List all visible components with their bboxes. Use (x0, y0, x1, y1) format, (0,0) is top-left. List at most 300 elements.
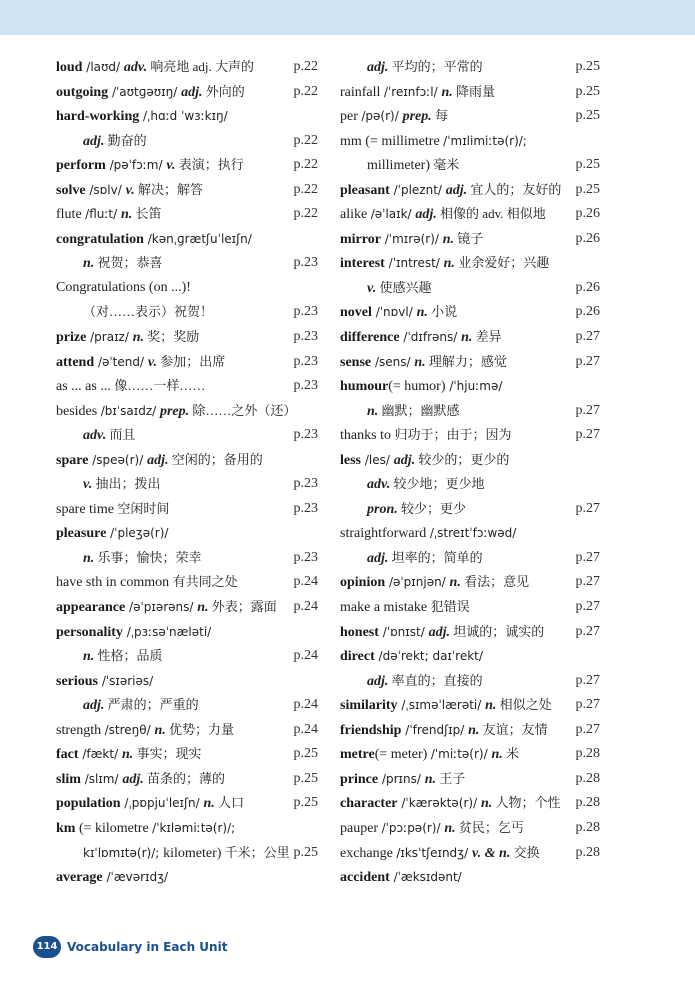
entry-text (340, 276, 431, 302)
chinese-meaning: 业余爱好；兴趣 (454, 255, 550, 271)
phonetic: /ˈsɪəriəs/ (98, 673, 154, 688)
entry-text (340, 399, 460, 425)
headword: prize (56, 330, 87, 346)
vocab-entry-row (340, 325, 600, 350)
header-band (0, 0, 695, 35)
vocab-entry-row (56, 497, 318, 522)
plain-text: millimeter) (367, 158, 430, 174)
page-reference: p.23 (293, 329, 318, 345)
headword: fact (56, 747, 79, 763)
entry-text (340, 742, 519, 768)
entry-text (340, 546, 483, 572)
phonetic: /ˌpɒpjuˈleɪʃn/ (120, 796, 204, 811)
part-of-speech: n. (424, 771, 436, 787)
entry-text (340, 570, 529, 596)
entry-text (340, 153, 459, 179)
phonetic: /ˈpleʒə(r)/ (106, 526, 169, 541)
vocab-entry-row (56, 669, 318, 694)
chinese-meaning: 性格；品质 (94, 648, 163, 664)
part-of-speech: pron. (367, 501, 398, 517)
entry-text (56, 251, 163, 277)
entry-text (56, 791, 244, 817)
vocab-entry-row (340, 767, 600, 792)
part-of-speech: n. (468, 722, 480, 738)
headword: less (340, 452, 361, 468)
entry-text (56, 448, 263, 474)
vocab-entry-row (56, 202, 318, 227)
entry-text (56, 227, 252, 253)
chinese-meaning: 米 (502, 746, 520, 762)
entry-text (56, 104, 228, 130)
vocab-entry-row (56, 448, 318, 473)
chinese-meaning: 事实；现实 (133, 746, 202, 762)
phonetic: /ˈæksɪdənt/ (389, 870, 462, 885)
vocab-entry-row (56, 374, 318, 399)
part-of-speech: v. (147, 354, 158, 370)
part-of-speech: adj. (83, 698, 105, 714)
vocab-entry-row (340, 227, 600, 252)
headword: loud (56, 60, 83, 75)
chinese-meaning: 参加；出席 (157, 353, 226, 369)
page-reference: p.22 (293, 59, 318, 74)
entry-text (340, 227, 483, 253)
vocab-entry-row (340, 300, 600, 325)
chinese-meaning: 看法；意见 (460, 574, 530, 590)
entry-text (340, 251, 549, 277)
page-reference: p.23 (293, 378, 318, 394)
page-reference: p.24 (293, 574, 318, 590)
entry-text (340, 55, 483, 81)
chinese-meaning: 坦诚的；诚实的 (449, 623, 545, 639)
vocab-entry-row (340, 693, 600, 718)
headword: population (56, 796, 121, 812)
vocab-entry-row (340, 423, 600, 448)
page-reference: p.23 (293, 476, 318, 492)
vocab-entry-row (340, 399, 600, 424)
part-of-speech: n. (83, 550, 95, 566)
page-reference: p.23 (293, 427, 318, 443)
vocab-entry-row (56, 399, 318, 424)
entry-text (56, 374, 205, 400)
chinese-meaning: 王子 (436, 770, 466, 786)
vocab-entry-row (340, 595, 600, 620)
phonetic: /dəˈrekt; daɪˈrekt/ (374, 649, 483, 664)
page-reference: p.27 (575, 427, 600, 443)
chinese-meaning: 长笛 (132, 206, 162, 222)
chinese-meaning: 空闲时间 (117, 500, 170, 516)
chinese-meaning: 率直的；直接的 (388, 672, 483, 688)
chinese-meaning: 较少的；更少的 (415, 451, 510, 467)
headword: pleasure (56, 526, 107, 542)
entry-text (56, 546, 202, 572)
page-reference: p.24 (293, 648, 318, 664)
chinese-meaning: 人物；个性 (492, 795, 561, 811)
part-of-speech: adj. (147, 452, 169, 468)
chinese-meaning: （对……表示）祝贺！ (83, 304, 214, 320)
chinese-meaning: 坦率的；简单的 (388, 549, 483, 565)
vocab-entry-row (56, 227, 318, 252)
vocab-entry-row (340, 472, 600, 497)
phonetic: /ˈnɒvl/ (371, 305, 417, 320)
vocab-entry-row (340, 104, 600, 129)
vocab-entry-row (56, 644, 318, 669)
part-of-speech: v. (83, 477, 93, 493)
entry-text (56, 521, 168, 547)
entry-text (56, 620, 211, 646)
page-reference: p.23 (293, 353, 318, 369)
vocab-entry-row (340, 497, 600, 522)
entry-text (340, 129, 527, 155)
entry-text (340, 423, 511, 449)
part-of-speech: n. (449, 575, 461, 591)
part-of-speech: adv. (123, 60, 148, 75)
vocab-entry-row (56, 693, 318, 718)
vocab-entry-row (56, 153, 318, 178)
page-reference: p.28 (575, 795, 600, 811)
vocab-entry-row (340, 546, 600, 571)
chinese-meaning: 差异 (472, 329, 502, 345)
page-reference: p.28 (575, 819, 600, 835)
vocab-entry-row (340, 55, 600, 80)
page-reference: p.27 (575, 697, 600, 713)
vocab-entry-row (56, 276, 318, 301)
part-of-speech: v. (166, 158, 176, 174)
chinese-meaning: 人口 (214, 795, 245, 811)
vocab-entry-row (56, 816, 318, 841)
phonetic: /sens/ (371, 354, 415, 369)
entry-text (56, 570, 238, 596)
chinese-meaning: 乐事；愉快；荣幸 (94, 549, 202, 565)
chinese-meaning: 苗条的；薄的 (143, 770, 225, 786)
vocab-entry-row (56, 129, 318, 154)
entry-text (56, 325, 199, 351)
entry-text (340, 472, 484, 498)
part-of-speech: adj. (367, 550, 389, 566)
phonetic: /sɒlv/ (85, 182, 126, 197)
phonetic: /ˈmɪlimiːtə(r)/; (443, 133, 527, 148)
chinese-meaning: 优势；力量 (165, 721, 235, 737)
headword: solve (56, 182, 86, 198)
entry-text (56, 816, 235, 842)
part-of-speech: n. (444, 820, 456, 836)
page-reference: p.25 (575, 108, 600, 124)
page-reference: p.25 (575, 59, 600, 74)
headword: mirror (340, 231, 381, 247)
part-of-speech: v. & n. (471, 845, 511, 861)
page-reference: p.27 (575, 549, 600, 565)
plain-text: (= meter) (374, 747, 431, 763)
headword: sense (340, 354, 372, 370)
vocab-entry-row (340, 841, 600, 866)
headword: outgoing (56, 84, 109, 100)
phonetic: /slɪm/ (80, 771, 123, 786)
page-reference: p.25 (293, 844, 318, 860)
headword: difference (340, 330, 400, 346)
phonetic: /les/ (361, 452, 394, 467)
part-of-speech: n. (461, 330, 473, 346)
entry-text (56, 153, 244, 179)
headword: perform (56, 158, 106, 174)
page-reference: p.23 (293, 255, 318, 271)
vocab-entry-row (340, 620, 600, 645)
phonetic: /ˈpleznt/ (389, 182, 446, 197)
chinese-meaning: 小说 (427, 304, 458, 320)
entry-text (340, 816, 524, 842)
entry-text (56, 865, 168, 891)
phonetic: /ˌstreɪtˈfɔːwəd/ (429, 526, 517, 541)
phonetic: /ˌhɑːd ˈwɜːkɪŋ/ (139, 109, 228, 124)
entry-text (56, 595, 277, 621)
chinese-meaning: 外向的 (202, 83, 245, 99)
headword: interest (340, 256, 385, 272)
vocab-entry-row (56, 472, 318, 497)
entry-text (340, 620, 544, 646)
phonetic: kɪˈlɒmɪtə(r)/; (83, 845, 164, 860)
part-of-speech: adj. (445, 182, 468, 198)
page-reference: p.26 (575, 279, 600, 295)
phonetic: /streŋθ/ (104, 722, 155, 737)
headword: metre (340, 747, 375, 763)
vocab-entry-row (340, 251, 600, 276)
plain-text: exchange (340, 845, 397, 861)
vocab-entry-row (340, 718, 600, 743)
page-reference: p.26 (575, 304, 600, 320)
phonetic: /ˈaʊtɡəʊɪŋ/ (108, 84, 182, 99)
part-of-speech: n. (154, 722, 166, 738)
headword: honest (340, 624, 379, 640)
phonetic: /kənˌɡrætʃuˈleɪʃn/ (143, 231, 252, 246)
part-of-speech: n. (491, 747, 503, 763)
phonetic: /əˈpɪərəns/ (125, 600, 198, 615)
chinese-meaning: 相像的 adv. 相似地 (436, 206, 546, 222)
entry-text (340, 693, 552, 719)
plain-text: straightforward (340, 526, 430, 542)
vocab-entry-row (56, 350, 318, 375)
vocabulary-column-right (340, 55, 600, 890)
chinese-meaning: 像……一样…… (114, 378, 206, 394)
page-reference: p.24 (293, 721, 318, 737)
page-reference: p.27 (575, 623, 600, 639)
plain-text: rainfall (340, 84, 384, 100)
entry-text (340, 767, 465, 793)
entry-text (56, 178, 203, 204)
part-of-speech: n. (367, 403, 379, 419)
plain-text: (= humor) (388, 379, 446, 395)
headword: pleasant (340, 182, 390, 198)
page-reference: p.26 (575, 206, 600, 222)
part-of-speech: adj. (428, 624, 450, 640)
page-reference: p.27 (575, 599, 600, 615)
vocab-entry-row (340, 153, 600, 178)
vocab-entry-row (56, 841, 318, 866)
part-of-speech: adv. (83, 428, 107, 444)
page-reference: p.25 (575, 157, 600, 173)
chinese-meaning: 响亮地 adj. 大声的 (147, 59, 254, 74)
part-of-speech: adv. (367, 477, 391, 493)
vocab-entry-row (56, 104, 318, 129)
chinese-meaning: 宜人的；友好的 (467, 181, 562, 197)
page-reference: p.23 (293, 549, 318, 565)
page-reference: p.25 (575, 181, 600, 197)
phonetic: /ˈfrendʃɪp/ (401, 722, 469, 737)
footer-title: Vocabulary in Each Unit (67, 940, 228, 954)
vocab-entry-row (340, 669, 600, 694)
part-of-speech: adj. (393, 452, 416, 468)
entry-text (56, 644, 163, 670)
vocab-entry-row (340, 129, 600, 154)
vocab-entry-row (340, 791, 600, 816)
headword: hard-working (56, 109, 140, 125)
page-reference: p.26 (575, 230, 600, 246)
entry-text (340, 497, 466, 523)
vocab-entry-row (340, 350, 600, 375)
part-of-speech: n. (120, 207, 133, 223)
headword: serious (56, 673, 98, 689)
phonetic: /pəˈfɔːm/ (105, 158, 167, 173)
headword: accident (340, 870, 390, 886)
entry-text (340, 300, 457, 326)
entry-text (340, 791, 561, 817)
headword: friendship (340, 722, 402, 738)
entry-text (340, 595, 470, 621)
phonetic: /ˌsɪməˈlærəti/ (397, 698, 486, 713)
page-reference: p.22 (293, 181, 318, 197)
chinese-meaning: 相似之处 (496, 697, 552, 713)
page-number-badge: 114 (33, 936, 61, 958)
part-of-speech: adj. (367, 60, 389, 75)
phonetic: /ˈkærəktə(r)/ (397, 796, 481, 811)
plain-text: mm (= millimetre (340, 133, 444, 149)
headword: similarity (340, 698, 398, 714)
chinese-meaning: 每 (431, 108, 449, 124)
part-of-speech: n. (414, 354, 426, 370)
part-of-speech: n. (83, 256, 95, 272)
entry-text (56, 80, 245, 106)
entry-text (56, 300, 213, 326)
vocab-entry-row (340, 80, 600, 105)
plain-text: besides (56, 403, 101, 419)
chinese-meaning: 空闲的；备用的 (168, 451, 263, 467)
vocab-entry-row (340, 448, 600, 473)
entry-text (340, 841, 540, 867)
vocab-entry-row (56, 423, 318, 448)
vocab-entry-row (56, 55, 318, 80)
phonetic: /ˈɒnɪst/ (378, 624, 429, 639)
vocab-entry-row (56, 718, 318, 743)
headword: spare (56, 452, 89, 468)
entry-text (340, 80, 495, 106)
part-of-speech: n. (132, 330, 145, 346)
phonetic: /ˈɪntrest/ (384, 256, 444, 271)
page-reference: p.25 (575, 83, 600, 99)
entry-text (56, 276, 191, 301)
page-reference: p.27 (575, 329, 600, 345)
headword: character (340, 796, 398, 812)
part-of-speech: adj. (415, 207, 437, 223)
vocab-entry-row (56, 791, 318, 816)
chinese-meaning: 友谊；友情 (479, 721, 548, 737)
vocab-entry-row (340, 644, 600, 669)
headword: novel (340, 305, 372, 321)
chinese-meaning: 使感兴趣 (376, 279, 432, 295)
entry-text (56, 472, 160, 498)
headword: appearance (56, 600, 126, 616)
part-of-speech: n. (485, 698, 497, 714)
chinese-meaning: 降雨量 (452, 83, 495, 99)
vocab-entry-row (56, 546, 318, 571)
phonetic: /ˌpɜːsəˈnæləti/ (122, 624, 212, 639)
plain-text: kilometer) (163, 845, 222, 861)
page-reference: p.28 (575, 770, 600, 786)
chinese-meaning: 毫米 (429, 157, 460, 173)
page-reference: p.27 (575, 672, 600, 688)
phonetic: /pə(r)/ (361, 109, 403, 124)
headword: slim (56, 771, 81, 787)
vocab-entry-row (56, 251, 318, 276)
entry-text (56, 767, 225, 793)
part-of-speech: v. (125, 182, 135, 198)
entry-text (56, 423, 135, 449)
entry-text (56, 55, 254, 81)
page-reference: p.25 (293, 770, 318, 786)
chinese-meaning: 有共同之处 (172, 574, 238, 590)
part-of-speech: v. (367, 280, 377, 296)
chinese-meaning: 除……之外（还） (189, 402, 297, 418)
phonetic: /ɪksˈtʃeɪndʒ/ (396, 845, 472, 860)
plain-text: Congratulations (on ...)! (56, 279, 191, 295)
page-reference: p.22 (293, 157, 318, 173)
page-reference: p.25 (293, 795, 318, 811)
chinese-meaning: 贫民；乞丐 (455, 819, 524, 835)
page-reference: p.24 (293, 599, 318, 615)
page-reference: p.27 (575, 721, 600, 737)
page-reference: p.22 (293, 83, 318, 99)
headword: personality (56, 624, 123, 640)
headword: opinion (340, 575, 386, 591)
chinese-meaning: 抽出；拨出 (92, 476, 161, 492)
phonetic: /ˈmɪrə(r)/ (380, 231, 443, 246)
entry-text (56, 350, 225, 376)
plain-text: per (340, 109, 362, 125)
headword: humour (340, 379, 389, 395)
chinese-meaning: 外表；露面 (208, 599, 277, 615)
part-of-speech: prep. (159, 403, 190, 419)
headword: km (56, 820, 76, 836)
chinese-meaning: 镜子 (454, 230, 484, 246)
phonetic: /əˈlaɪk/ (370, 207, 416, 222)
chinese-meaning: 勤奋的 (104, 132, 147, 148)
chinese-meaning: 千米；公里 (221, 844, 290, 860)
entry-text (340, 521, 516, 547)
chinese-meaning: 较少；更少 (397, 500, 466, 516)
vocab-entry-row (340, 816, 600, 841)
vocab-entry-row (340, 742, 600, 767)
phonetic: /speə(r)/ (88, 452, 148, 467)
entry-text (56, 841, 290, 867)
vocabulary-column-left (56, 55, 318, 890)
vocab-entry-row (56, 570, 318, 595)
phonetic: /ˈreɪnfɔːl/ (383, 84, 442, 99)
part-of-speech: n. (416, 305, 428, 321)
vocab-entry-row (340, 521, 600, 546)
plain-text: strength (56, 722, 105, 738)
page-reference: p.23 (293, 500, 318, 516)
entry-text (340, 448, 509, 474)
part-of-speech: n. (443, 256, 455, 272)
page-reference: p.24 (293, 697, 318, 713)
part-of-speech: adj. (181, 84, 203, 100)
chinese-meaning: 祝贺；恭喜 (94, 255, 163, 271)
